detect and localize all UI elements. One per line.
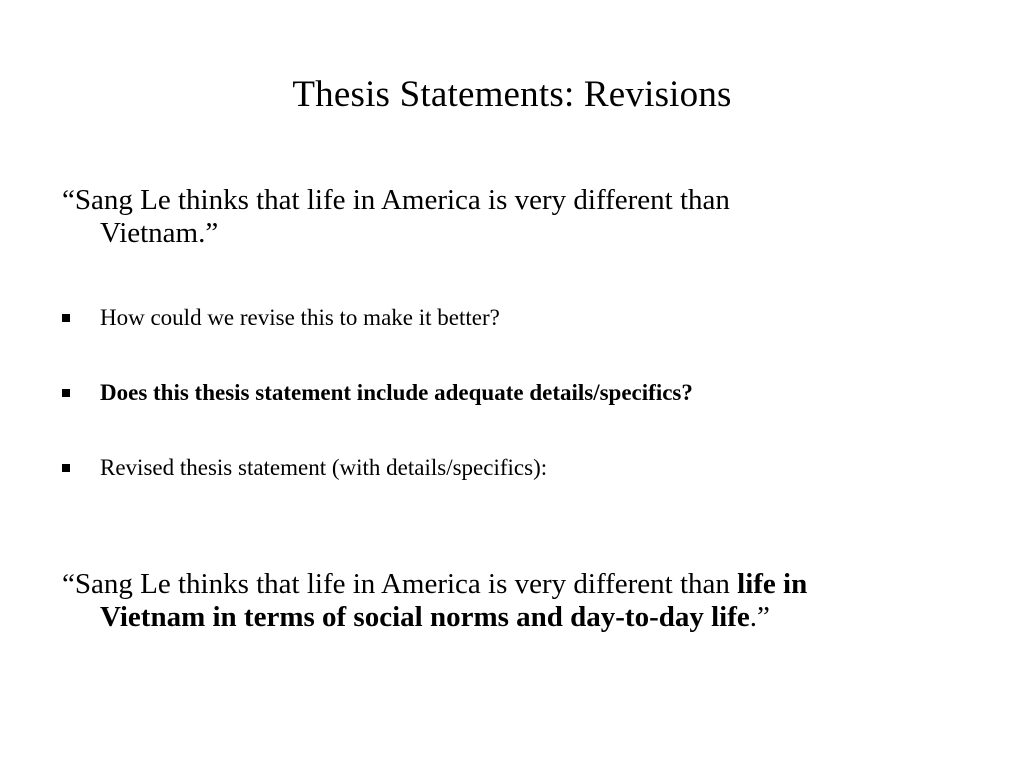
revised-thesis-bold-text: life in (737, 568, 808, 600)
revised-thesis-plain-text: “Sang Le thinks that life in America is very different than (62, 568, 738, 600)
square-bullet-icon (62, 314, 70, 322)
bullet-text: Does this thesis statement include adequate details/specifics? (100, 380, 693, 405)
bullet-text: How could we revise this to make it better? (100, 305, 500, 330)
revised-thesis-plain-text: .” (749, 601, 770, 633)
original-thesis-statement (62, 184, 962, 250)
square-bullet-icon (62, 389, 70, 397)
revised-thesis-line-1 (62, 568, 962, 601)
square-bullet-icon (62, 464, 70, 472)
bullet-text: Revised thesis statement (with details/specifics): (100, 455, 548, 480)
revised-thesis-line-2 (62, 601, 962, 634)
original-thesis-line-1: “Sang Le thinks that life in America is very different than (62, 184, 730, 216)
revised-thesis-statement (62, 568, 962, 634)
revised-thesis-bold-text: Vietnam in terms of social norms and day-to-day life (100, 601, 750, 633)
original-thesis-line-2: Vietnam.” (100, 217, 219, 249)
slide-title: Thesis Statements: Revisions (292, 74, 732, 115)
